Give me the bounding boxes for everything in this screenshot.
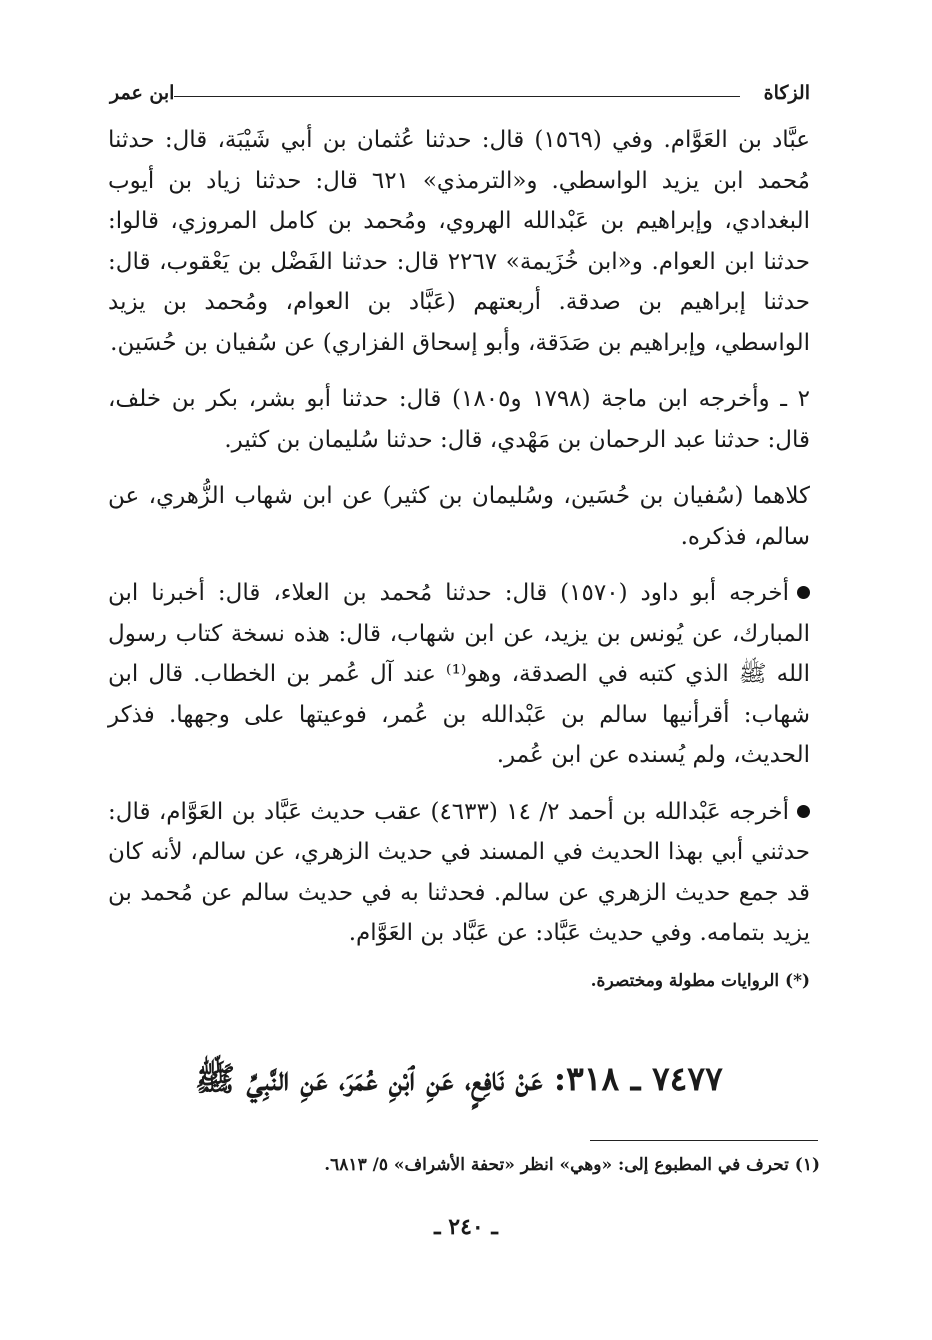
- paragraph-3: كلاهما (سُفيان بن حُسَين، وسُليمان بن كثير) عن ابن شهاب الزُّهري، عن سالم، فذكره.: [108, 483, 810, 550]
- running-header: [110, 78, 810, 114]
- main-text: [108, 120, 810, 1013]
- paragraph-4-text: أخرجه أبو داود (١٥٧٠) قال: حدثنا مُحمد بن العلاء، قال: أخبرنا ابن المبارك، عن يُونس بن يزيد، عن ابن شهاب، قال: هذه نسخة كتاب رسول الله ﷺ الذي كتبه في الصدقة، وهو⁽¹⁾ عند آل عُمر بن الخطاب. قال ابن شهاب: أقرأنيها سالم بن عَبْدالله بن عُمر، فوعيتها على وجهها. فذكر الحديث، ولم يُسنده عن ابن عُمر.: [108, 580, 810, 768]
- header-rule: [174, 96, 740, 97]
- footnote: (١) تحرف في المطبوع إلى: «وهي» انظر «تحفة الأشراف» ٥/ ٦٨١٣.: [324, 1155, 820, 1175]
- book-title: ابن عمر: [110, 82, 175, 104]
- paragraph-2: ٢ ـ وأخرجه ابن ماجة (١٧٩٨ و١٨٠٥) قال: حدثنا أبو بشر، بكر بن خلف، قال: حدثنا عبد الرحمان بن مَهْدي، قال: حدثنا سُليمان بن كثير.: [108, 386, 810, 453]
- note-line: (*) الروايات مطولة ومختصرة.: [590, 970, 810, 991]
- bullet-icon: [797, 805, 810, 818]
- paragraph-5: [108, 792, 810, 954]
- footnote-rule: [590, 1140, 818, 1141]
- hadith-heading: ٧٤٧٧ ـ ٣١٨: عَنْ نَافِعٍ، عَنِ ٱبْنِ عُمَرَ، عَنِ النَّبِيِّ ﷺ: [195, 1059, 723, 1098]
- paragraph-5-text: أخرجه عَبْدالله بن أحمد ٢/ ١٤ (٤٦٣٣) عقب حديث عَبَّاد بن العَوَّام، قال: حدثني أبي بهذا الحديث في المسند في حديث الزهري، عن سالم، لأنه كان قد جمع حديث الزهري عن سالم. فحدثنا به في حديث سالم عن مُحمد بن يزيد بتمامه. وفي حديث عَبَّاد: عن عَبَّاد بن العَوَّام.: [108, 798, 810, 946]
- page-number: ـ ٢٤٠ ـ: [434, 1214, 498, 1240]
- paragraph-4: [108, 573, 810, 776]
- chapter-title: الزكاة: [763, 82, 810, 104]
- bullet-icon: [797, 586, 810, 599]
- paragraph-1: عبَّاد بن العَوَّام. وفي (١٥٦٩) قال: حدثنا عُثمان بن أبي شَيْبَة، قال: حدثنا مُحمد ابن يزيد الواسطي. و«الترمذي» ٦٢١ قال: حدثنا زياد بن أيوب البغدادي، وإبراهيم بن عَبْدالله الهروي، ومُحمد بن كامل المروزي، قالوا: حدثنا ابن العوام. و«ابن خُزَيمة» ٢٢٦٧ قال: حدثنا الفَضْل بن يَعْقوب، قال: حدثنا إبراهيم بن صدقة. أربعتهم (عَبَّاد بن العوام، ومُحمد بن يزيد الواسطي، وإبراهيم بن صَدَقة، وأبو إسحاق الفزاري) عن سُفيان بن حُسَين.: [108, 127, 811, 356]
